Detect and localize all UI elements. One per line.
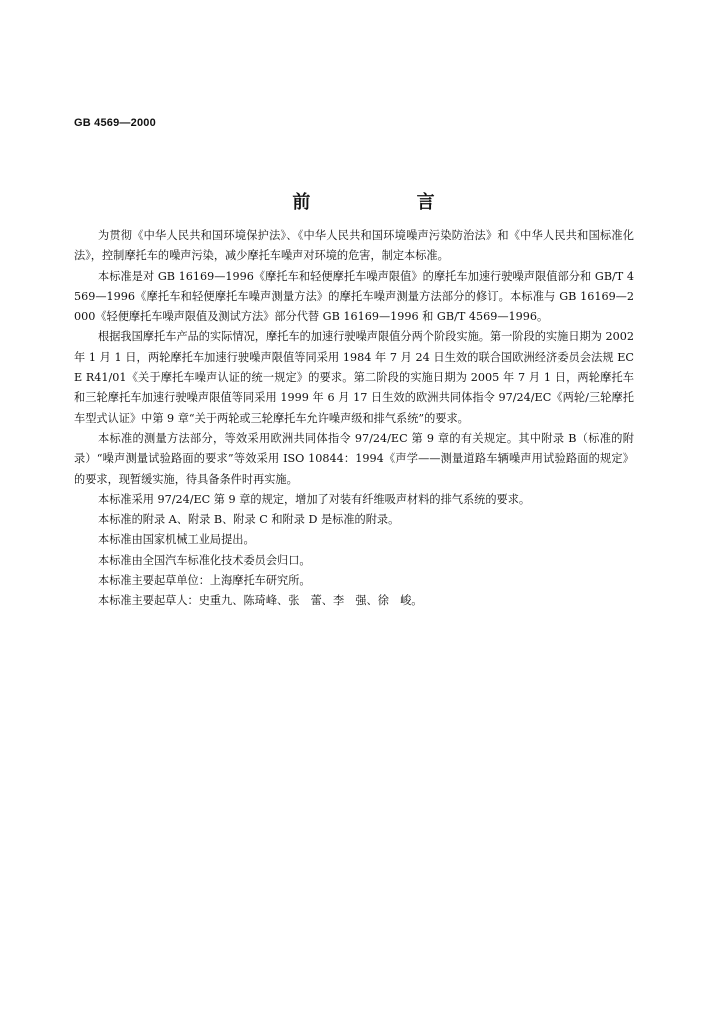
- paragraph: 本标准的附录 A、附录 B、附录 C 和附录 D 是标准的附录。: [98, 513, 400, 527]
- paragraph: 本标准采用 97/24/EC 第 9 章的规定，增加了对装有纤维吸声材料的排气系统的要求。: [98, 492, 531, 506]
- paragraph: 本标准是对 GB 16169—1996《摩托车和轻便摩托车噪声限值》的摩托车加速行驶噪声限值部分和 GB/T 4569—1996《摩托车和轻便摩托车噪声测量方法》的摩托车噪声测量方法部分的修订。本标准与 GB 16169—2000《轻便摩托车噪声限值及测试方法》部分代替 GB 16169—1996 和 GB/T 4569—1996。: [74, 269, 634, 324]
- paragraph: 本标准由全国汽车标准化技术委员会归口。: [98, 553, 311, 567]
- paragraph: 本标准由国家机械工业局提出。: [98, 533, 255, 547]
- paragraph: 本标准主要起草人：史重九、陈琦峰、张 蕾、李 强、徐 峻。: [98, 594, 423, 608]
- paragraph: 本标准的测量方法部分，等效采用欧洲共同体指令 97/24/EC 第 9 章的有关规定。其中附录 B（标准的附录）“噪声测量试验路面的要求”等效采用 ISO 10844：1994《声学——测量道路车辆噪声用试验路面的规定》的要求，现暂缓实施，待具备条件时再实施。: [74, 431, 634, 486]
- paragraph: 本标准主要起草单位：上海摩托车研究所。: [98, 574, 311, 588]
- paragraph: 根据我国摩托车产品的实际情况，摩托车的加速行驶噪声限值分两个阶段实施。第一阶段的实施日期为 2002 年 1 月 1 日，两轮摩托车加速行驶噪声限值等同采用 1984 年 7 月 24 日生效的联合国欧洲经济委员会法规 ECE R41/01《关于摩托车噪声认证的统一规定》的要求。第二阶段的实施日期为 2005 年 7 月 1 日，两轮摩托车和三轮摩托车加速行驶噪声限值等同采用 1999 年 6 月 17 日生效的欧洲共同体指令 97/24/EC《两轮/三轮摩托车型式认证》中第 9 章“关于两轮或三轮摩托车允许噪声级和排气系统”的要求。: [74, 330, 634, 425]
- standard-number: GB 4569—2000: [74, 117, 156, 129]
- page-title: 前 言: [292, 192, 485, 213]
- paragraph: 为贯彻《中华人民共和国环境保护法》、《中华人民共和国环境噪声污染防治法》和《中华人民共和国标准化法》，控制摩托车的噪声污染，减少摩托车噪声对环境的危害，制定本标准。: [74, 229, 634, 263]
- foreword-body: [74, 226, 634, 612]
